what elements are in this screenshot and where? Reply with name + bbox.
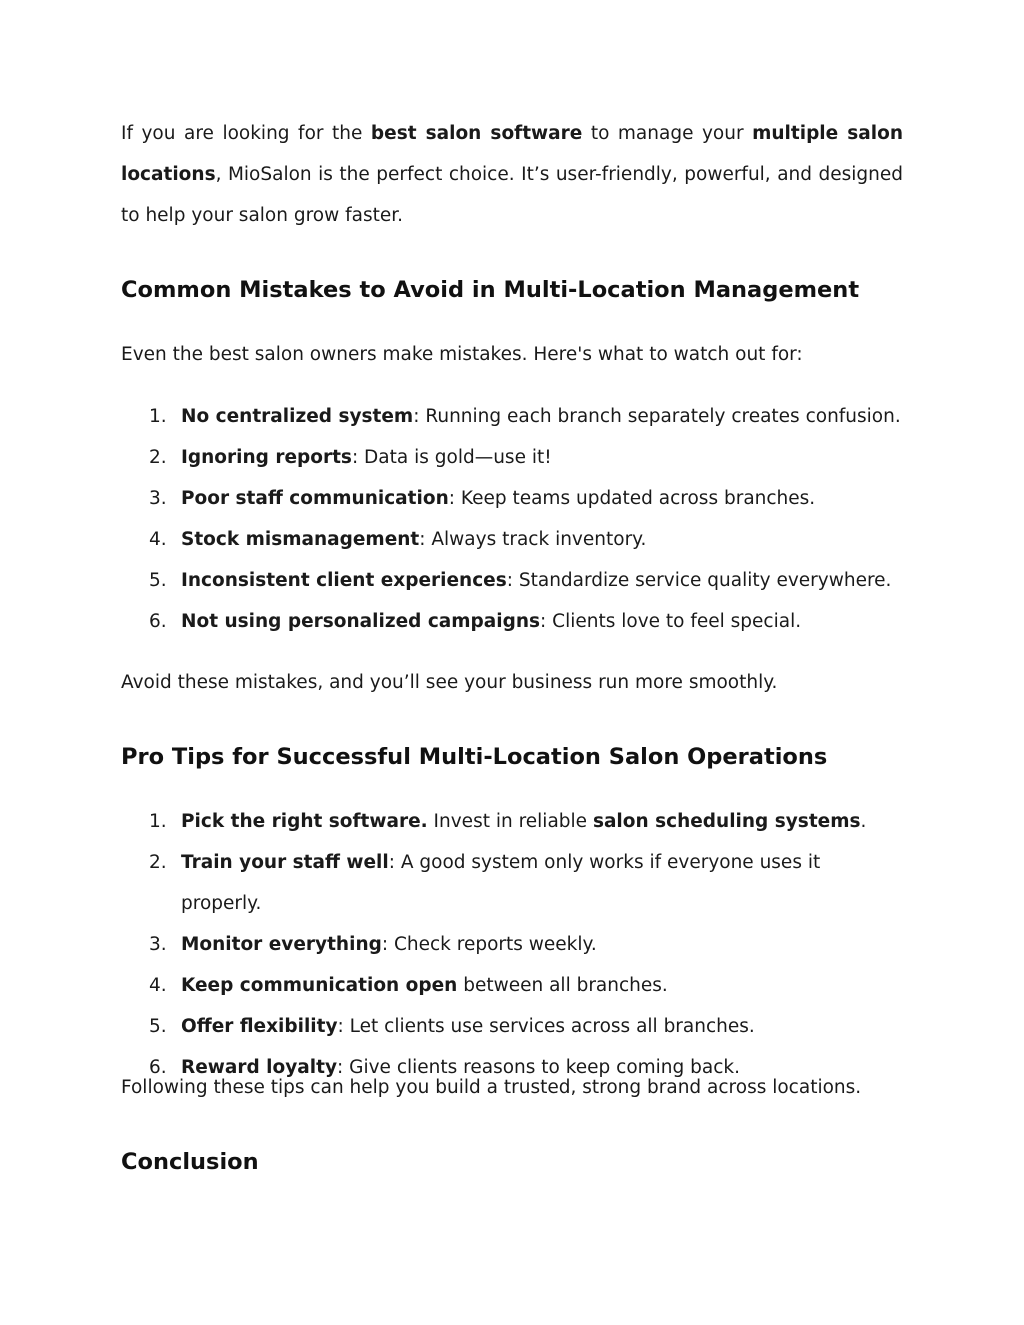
list-item-bold: Not using personalized campaigns: [181, 611, 541, 632]
list-item-bold: Train your staff well: [181, 852, 389, 873]
list-item: [121, 1006, 903, 1047]
list-item-bold: Monitor everything: [181, 934, 382, 955]
conclusion-heading: Conclusion: [121, 1149, 259, 1175]
tips-heading: Pro Tips for Successful Multi-Location Salon Operations: [121, 744, 828, 770]
list-item-bold: Poor staff communication: [181, 488, 449, 509]
list-item-bold: Stock mismanagement: [181, 529, 420, 550]
list-item-text: : Always track inventory.: [419, 529, 647, 550]
list-item-bold: Reward loyalty: [181, 1057, 338, 1078]
list-item: [121, 924, 903, 965]
list-item-text: : Standardize service quality everywhere.: [506, 570, 892, 591]
list-item: [121, 437, 903, 478]
list-item-text: Invest in reliable: [427, 811, 593, 832]
intro-text-2: to manage your: [582, 123, 753, 144]
tips-closing: Following these tips can help you build a trusted, strong brand across locations.: [121, 1077, 862, 1098]
list-number: 4.: [149, 975, 167, 996]
list-item-text: : Running each branch separately creates confusion.: [413, 406, 901, 427]
list-item: [121, 396, 903, 437]
list-number: 5.: [149, 1016, 167, 1037]
list-number: 2.: [149, 447, 167, 468]
list-number: 6.: [149, 611, 167, 632]
list-item: [121, 842, 903, 924]
list-item-text: between all branches.: [457, 975, 668, 996]
list-item-text: : A good system only works if everyone uses it properly.: [181, 852, 821, 914]
list-item-text: : Clients love to feel special.: [540, 611, 802, 632]
list-item: [121, 965, 903, 1006]
list-item-text: : Give clients reasons to keep coming back.: [337, 1057, 741, 1078]
mistakes-list: [121, 396, 903, 642]
list-item-bold: Keep communication open: [181, 975, 458, 996]
list-item-bold: Ignoring reports: [181, 447, 352, 468]
list-item: [121, 519, 903, 560]
list-number: 3.: [149, 934, 167, 955]
list-number: 1.: [149, 406, 167, 427]
list-number: 5.: [149, 570, 167, 591]
intro-text-1: If you are looking for the: [121, 123, 371, 144]
list-item: [121, 601, 903, 642]
list-item-bold-salon-scheduling-systems: salon scheduling systems: [592, 811, 861, 832]
list-item-bold: No centralized system: [181, 406, 414, 427]
mistakes-lead: Even the best salon owners make mistakes. Here's what to watch out for:: [121, 344, 803, 365]
list-number: 1.: [149, 811, 167, 832]
intro-text-3: , MioSalon is the perfect choice. It’s user-friendly, powerful, and designed to help your salon grow faster.: [121, 164, 903, 226]
tips-list: [121, 801, 903, 1088]
list-item: [121, 801, 903, 842]
list-item-text: : Data is gold—use it!: [351, 447, 552, 468]
list-item-bold: Inconsistent client experiences: [181, 570, 507, 591]
list-number: 2.: [149, 852, 167, 873]
list-number: 6.: [149, 1057, 167, 1078]
intro-paragraph: [121, 113, 903, 236]
intro-bold-best-salon-software: best salon software: [370, 123, 583, 144]
intro-bold-multiple-salon-locations: multiple salon locations: [121, 123, 903, 185]
mistakes-heading: Common Mistakes to Avoid in Multi-Location Management: [121, 277, 860, 303]
list-item-text: : Let clients use services across all branches.: [337, 1016, 755, 1037]
list-number: 3.: [149, 488, 167, 509]
list-item: [121, 560, 903, 601]
mistakes-closing: Avoid these mistakes, and you’ll see your business run more smoothly.: [121, 672, 778, 693]
list-item-text: : Check reports weekly.: [381, 934, 597, 955]
list-item-text-end: .: [860, 811, 867, 832]
list-item-text: : Keep teams updated across branches.: [448, 488, 816, 509]
list-item-bold: Offer flexibility: [181, 1016, 338, 1037]
list-item: [121, 478, 903, 519]
list-number: 4.: [149, 529, 167, 550]
list-item-bold: Pick the right software.: [181, 811, 428, 832]
